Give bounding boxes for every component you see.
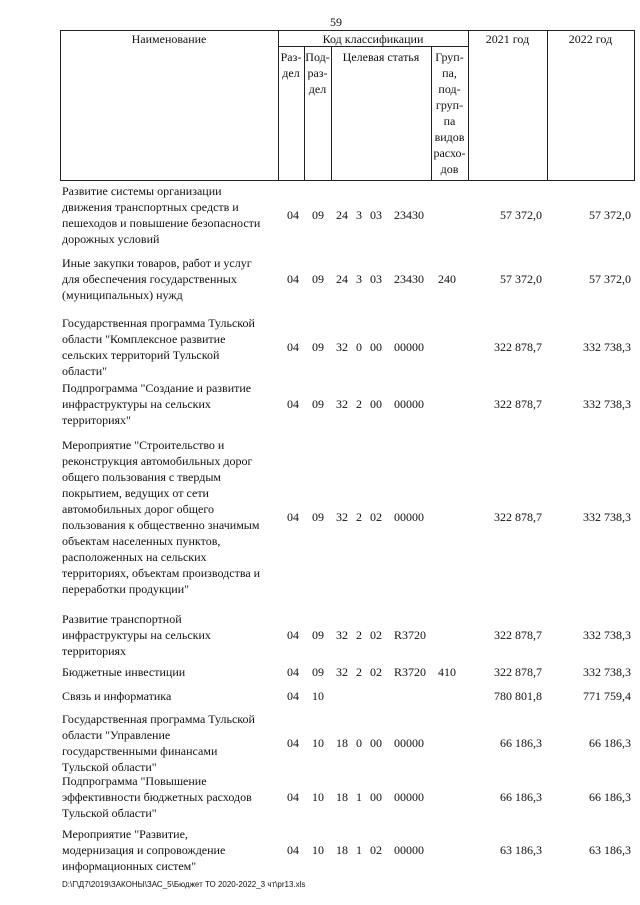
row-name-line: Мероприятие "Развитие, [62,827,188,841]
row-value-2021: 57 372,0 [500,272,542,286]
row-code-t2: 2 [356,510,362,524]
row-value-2022: 332 738,3 [583,665,631,679]
row-code-pr: 09 [312,208,324,222]
row-name [62,688,287,704]
header-group [431,49,468,177]
row-code-t2: 2 [356,665,362,679]
row-value-2022: 66 186,3 [589,790,631,804]
row-name [62,826,287,874]
row-code-pr: 09 [312,272,324,286]
row-code-t4: R3720 [394,665,427,679]
row-code-t4: 23430 [394,272,424,286]
header-razdel-line: дел [282,66,300,80]
row-value-2021: 322 878,7 [494,628,542,642]
row-code-t3: 02 [370,665,382,679]
header-group-line: под- [438,82,461,96]
row-name-line: Тульской области" [62,806,157,820]
row-name [62,183,287,247]
row-name-line: Государственная программа Тульской [62,316,255,330]
row-name-line: расположенных на сельских [62,550,207,564]
row-code-r: 04 [287,790,299,804]
row-name-line: пешеходов и повышение безопасности [62,216,261,230]
row-code-t1: 18 [336,736,348,750]
row-value-2022: 63 186,3 [589,843,631,857]
row-value-2021: 322 878,7 [494,397,542,411]
row-name-line: сельских территорий Тульской [62,348,220,362]
row-name-line: Тульской области" [62,760,157,774]
header-name: Наименование [131,32,207,46]
row-name-line: территориях, объектам производства и [62,566,261,580]
row-name-line: для обеспечения государственных [62,272,237,286]
row-code-t3: 03 [370,272,382,286]
row-code-pr: 09 [312,397,324,411]
row-value-2022: 332 738,3 [583,397,631,411]
row-value-2022: 57 372,0 [589,272,631,286]
row-code-t3: 00 [370,340,382,354]
row-code-pr: 10 [312,736,324,750]
row-code-r: 04 [287,843,299,857]
header-group-line: па [443,114,456,128]
row-code-t4: 00000 [394,397,424,411]
row-code-r: 04 [287,628,299,642]
row-code-t2: 3 [356,272,362,286]
row-code-t4: 00000 [394,510,424,524]
row-code-t3: 02 [370,510,382,524]
row-name-line: эффективности бюджетных расходов [62,790,252,804]
row-code-t1: 18 [336,843,348,857]
header-podrazdel-line: дел [308,82,327,96]
row-code-t4: 23430 [394,208,424,222]
row-name-line: области "Управление [62,728,171,742]
row-code-t2: 2 [356,628,362,642]
header-podrazdel-line: Под- [305,50,330,64]
row-name-line: Подпрограмма "Создание и развитие [62,381,252,395]
row-code-t4: 00000 [394,340,424,354]
row-value-2021: 66 186,3 [500,790,542,804]
row-code-t2: 0 [356,736,362,750]
row-value-2022: 332 738,3 [583,340,631,354]
row-code-pr: 10 [312,790,324,804]
row-name-line: инфраструктуры на сельских [62,628,211,642]
row-value-2021: 63 186,3 [500,843,542,857]
row-code-grp: 240 [438,272,456,286]
row-name [62,773,287,821]
row-name-line: (муниципальных) нужд [62,288,183,302]
header-razdel-line: Раз- [280,50,302,64]
header-group-line: дов [440,162,459,176]
header-group-line: расхо- [433,146,466,160]
row-code-pr: 09 [312,628,324,642]
header-year-2022: 2022 год [568,32,613,46]
header-group-line: груп- [435,98,464,112]
page-number: 59 [330,15,342,29]
row-name-line: Бюджетные инвестиции [62,665,186,679]
row-code-t3: 00 [370,790,382,804]
row-name [62,380,287,428]
row-value-2022: 332 738,3 [583,628,631,642]
row-code-t1: 32 [336,665,348,679]
row-code-t3: 03 [370,208,382,222]
header-code-group: Код классификации [322,32,424,46]
row-name-line: пользования к общественно значимым [62,518,260,532]
header-razdel [278,49,304,81]
row-code-t3: 00 [370,736,382,750]
row-code-pr: 10 [312,689,324,703]
row-code-t1: 24 [336,272,348,286]
row-value-2021: 780 801,8 [494,689,542,703]
row-name [62,315,287,379]
row-code-t4: 00000 [394,843,424,857]
row-name-line: Развитие системы организации [62,184,222,198]
row-code-t1: 32 [336,397,348,411]
row-code-t3: 02 [370,843,382,857]
row-code-r: 04 [287,397,299,411]
row-code-pr: 09 [312,510,324,524]
row-value-2022: 57 372,0 [589,208,631,222]
row-name-line: государственными финансами [62,744,218,758]
header-group-line: Груп- [435,50,464,64]
row-code-t1: 32 [336,628,348,642]
row-name-line: Развитие транспортной [62,612,182,626]
row-value-2021: 322 878,7 [494,510,542,524]
row-code-t2: 2 [356,397,362,411]
row-code-r: 04 [287,340,299,354]
row-name-line: Связь и информатика [62,689,172,703]
header-right-border [634,30,635,180]
row-name-line: Иные закупки товаров, работ и услуг [62,256,252,270]
header-year-2021: 2021 год [485,32,530,46]
row-value-2022: 66 186,3 [589,736,631,750]
row-code-r: 04 [287,208,299,222]
row-name-line: дорожных условий [62,232,160,246]
row-name-line: области" [62,364,108,378]
row-code-r: 04 [287,665,299,679]
row-name-line: общего пользования с твердым [62,470,221,484]
row-name-line: области "Комплексное развитие [62,332,226,346]
row-name-line: территориях [62,644,127,658]
row-name-line: территориях" [62,413,131,427]
row-code-t1: 18 [336,790,348,804]
row-name-line: Подпрограмма "Повышение [62,774,207,788]
header-target: Целевая статья [342,50,420,64]
row-name-line: покрытием, ведущих от сети [62,486,209,500]
row-name-line: автомобильных дорог общего [62,502,214,516]
row-code-t4: 00000 [394,736,424,750]
row-code-t1: 32 [336,340,348,354]
header-bottom-rule [60,180,635,181]
row-code-t2: 0 [356,340,362,354]
row-name-line: инфраструктуры на сельских [62,397,211,411]
row-code-r: 04 [287,272,299,286]
row-name [62,437,287,597]
row-value-2021: 322 878,7 [494,665,542,679]
row-name [62,611,287,659]
header-divider [547,30,548,180]
header-divider [331,46,332,180]
row-code-pr: 10 [312,843,324,857]
row-name-line: движения транспортных средств и [62,200,239,214]
row-value-2022: 332 738,3 [583,510,631,524]
row-code-t1: 32 [336,510,348,524]
row-name-line: переработки продукции" [62,582,190,596]
row-code-pr: 09 [312,665,324,679]
header-left-border [60,30,61,180]
row-value-2021: 57 372,0 [500,208,542,222]
row-name [62,255,287,303]
header-podrazdel [304,49,331,97]
row-value-2022: 771 759,4 [583,689,631,703]
file-path-footer: D:\Г\Д7\2019\ЗАКОНЫ\ЗАС_5\Бюджет ТО 2020-2022_3 чт\pr13.xls [62,880,306,889]
header-group-line: па, [442,66,457,80]
row-value-2021: 66 186,3 [500,736,542,750]
row-code-t2: 3 [356,208,362,222]
row-code-r: 04 [287,736,299,750]
row-code-t3: 00 [370,397,382,411]
row-name-line: Государственная программа Тульской [62,712,255,726]
row-code-t2: 1 [356,790,362,804]
row-name-line: Мероприятие "Строительство и [62,438,225,452]
header-divider [468,30,469,180]
row-code-grp: 410 [438,665,456,679]
row-name-line: модернизация и сопровождение [62,843,226,857]
row-name-line: реконструкция автомобильных дорог [62,454,253,468]
row-code-t3: 02 [370,628,382,642]
header-group-line: видов [434,130,465,144]
row-code-t2: 1 [356,843,362,857]
row-name [62,711,287,775]
row-name-line: информационных систем" [62,859,197,873]
row-name [62,664,287,680]
header-podrazdel-line: раз- [307,66,328,80]
row-name-line: объектам населенных пунктов, [62,534,221,548]
row-code-t1: 24 [336,208,348,222]
row-code-t4: 00000 [394,790,424,804]
row-code-r: 04 [287,510,299,524]
row-code-r: 04 [287,689,299,703]
row-value-2021: 322 878,7 [494,340,542,354]
row-code-t4: R3720 [394,628,427,642]
row-code-pr: 09 [312,340,324,354]
